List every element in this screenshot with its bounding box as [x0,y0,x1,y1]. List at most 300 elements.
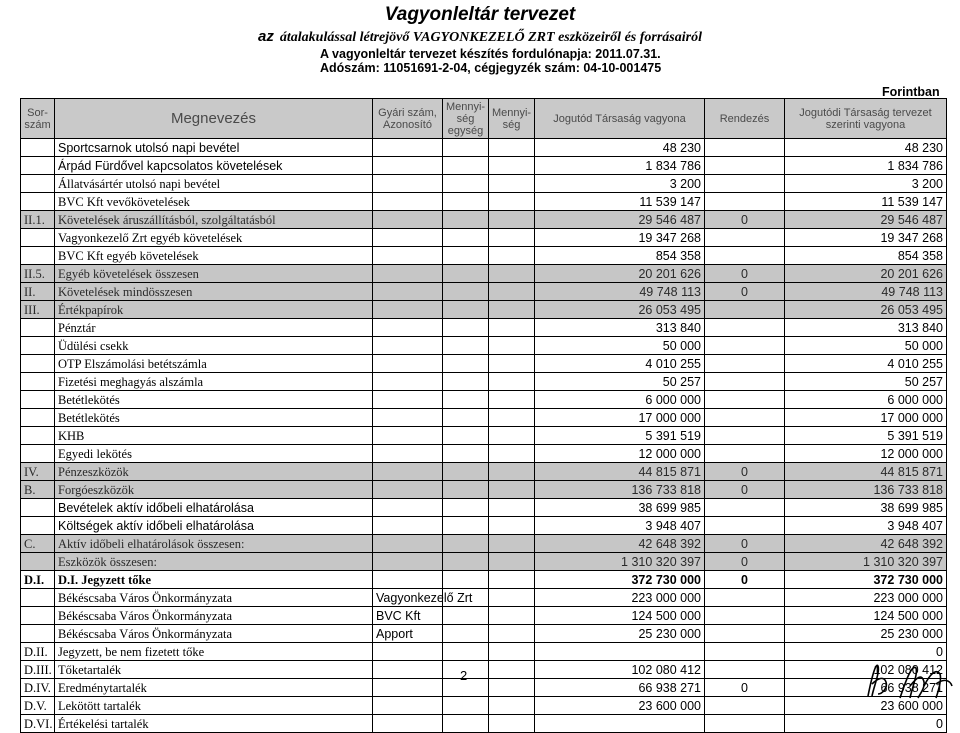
table-row [21,175,947,193]
row-tervezet-value: 4 010 255 [785,355,947,373]
table-row [21,553,947,571]
row-code [21,157,55,175]
row-rendezes: 0 [705,283,785,301]
row-rendezes [705,175,785,193]
row-unit [443,697,489,715]
table-row [21,283,947,301]
table-row [21,391,947,409]
row-identifier [373,643,443,661]
row-tervezet-value: 38 699 985 [785,499,947,517]
row-rendezes [705,607,785,625]
row-identifier [373,175,443,193]
row-rendezes [705,319,785,337]
row-unit [443,553,489,571]
row-tervezet-value: 50 257 [785,373,947,391]
row-quantity [489,571,535,589]
row-code [21,391,55,409]
table-row [21,211,947,229]
row-jogutod-value: 20 201 626 [535,265,705,283]
row-tervezet-value: 854 358 [785,247,947,265]
row-tervezet-value: 20 201 626 [785,265,947,283]
row-tervezet-value: 49 748 113 [785,283,947,301]
row-code: III. [21,301,55,319]
row-code [21,337,55,355]
table-row [21,427,947,445]
row-unit [443,643,489,661]
table-row [21,463,947,481]
row-unit [443,409,489,427]
row-rendezes [705,517,785,535]
row-identifier [373,157,443,175]
table-header-row [21,99,947,139]
row-quantity [489,211,535,229]
table-row [21,301,947,319]
table-row [21,139,947,157]
row-identifier [373,193,443,211]
table-row [21,247,947,265]
table-row [21,571,947,589]
row-rendezes [705,391,785,409]
row-code: D.VI. [21,715,55,733]
row-jogutod-value: 29 546 487 [535,211,705,229]
reference-date-line: A vagyonleltár tervezet készítés fordulónapja: 2011.07.31. [320,47,661,61]
row-jogutod-value: 124 500 000 [535,607,705,625]
table-row [21,229,947,247]
row-quantity [489,247,535,265]
row-identifier [373,319,443,337]
row-code: II.5. [21,265,55,283]
row-jogutod-value: 5 391 519 [535,427,705,445]
row-quantity [489,175,535,193]
row-unit [443,265,489,283]
row-tervezet-value: 5 391 519 [785,427,947,445]
row-unit [443,247,489,265]
table-row [21,319,947,337]
row-tervezet-value: 19 347 268 [785,229,947,247]
row-identifier: BVC Kft [373,607,443,625]
row-rendezes: 0 [705,265,785,283]
row-rendezes [705,409,785,427]
row-name: Forgóeszközök [55,481,373,499]
row-jogutod-value: 1 310 320 397 [535,553,705,571]
col-header-jogutod-vagyona: Jogutód Társaság vagyona [535,99,705,139]
row-name: Betétlekötés [55,391,373,409]
row-unit [443,175,489,193]
row-unit [443,319,489,337]
row-name: Egyéb követelések összesen [55,265,373,283]
row-quantity [489,283,535,301]
row-name: Sportcsarnok utolsó napi bevétel [55,139,373,157]
table-row [21,499,947,517]
row-tervezet-value: 0 [785,715,947,733]
row-name: Költségek aktív időbeli elhatárolása [55,517,373,535]
row-name: Üdülési csekk [55,337,373,355]
row-name: D.I. Jegyzett tőke [55,571,373,589]
table-row [21,157,947,175]
col-header-sor: Sor-szám [21,99,55,139]
row-rendezes [705,589,785,607]
row-code [21,139,55,157]
row-unit [443,337,489,355]
row-unit [443,157,489,175]
row-jogutod-value: 25 230 000 [535,625,705,643]
row-name: Tőketartalék [55,661,373,679]
row-identifier [373,265,443,283]
col-header-mennyiseg: Mennyi-ség [489,99,535,139]
row-name: Állatvásártér utolsó napi bevétel [55,175,373,193]
row-tervezet-value: 23 600 000 [785,697,947,715]
row-identifier [373,373,443,391]
row-identifier [373,679,443,697]
row-rendezes: 0 [705,211,785,229]
row-rendezes [705,499,785,517]
row-rendezes [705,445,785,463]
row-quantity [489,643,535,661]
row-identifier [373,247,443,265]
row-rendezes [705,157,785,175]
col-header-tervezet-vagyona: Jogutódi Társaság tervezet szerinti vagyona [785,99,947,139]
row-rendezes: 0 [705,571,785,589]
row-code [21,247,55,265]
row-identifier [373,553,443,571]
row-rendezes [705,229,785,247]
row-tervezet-value: 29 546 487 [785,211,947,229]
row-code [21,175,55,193]
row-quantity [489,463,535,481]
row-identifier [373,445,443,463]
row-name: Betétlekötés [55,409,373,427]
row-quantity [489,445,535,463]
row-rendezes [705,247,785,265]
row-jogutod-value: 44 815 871 [535,463,705,481]
row-jogutod-value: 23 600 000 [535,697,705,715]
row-quantity [489,319,535,337]
col-header-gyari-szam: Gyári szám, Azonosító [373,99,443,139]
row-unit [443,625,489,643]
row-unit [443,301,489,319]
row-identifier [373,391,443,409]
row-identifier [373,481,443,499]
row-rendezes [705,625,785,643]
row-code: C. [21,535,55,553]
row-quantity [489,697,535,715]
row-unit [443,463,489,481]
row-quantity [489,607,535,625]
row-unit [443,427,489,445]
row-quantity [489,517,535,535]
row-jogutod-value: 48 230 [535,139,705,157]
table-row [21,517,947,535]
row-quantity [489,589,535,607]
row-code [21,445,55,463]
row-identifier [373,409,443,427]
row-rendezes [705,697,785,715]
row-jogutod-value: 313 840 [535,319,705,337]
row-jogutod-value: 3 948 407 [535,517,705,535]
row-jogutod-value: 102 080 412 [535,661,705,679]
row-jogutod-value: 6 000 000 [535,391,705,409]
table-row [21,409,947,427]
row-jogutod-value: 4 010 255 [535,355,705,373]
row-identifier [373,697,443,715]
row-rendezes [705,715,785,733]
row-unit [443,607,489,625]
row-name: Bevételek aktív időbeli elhatárolása [55,499,373,517]
row-code [21,409,55,427]
row-jogutod-value [535,643,705,661]
row-tervezet-value: 17 000 000 [785,409,947,427]
subtitle-prefix: az [258,28,274,45]
row-rendezes: 0 [705,535,785,553]
table-row [21,589,947,607]
row-jogutod-value: 42 648 392 [535,535,705,553]
table-row [21,607,947,625]
row-identifier [373,517,443,535]
row-rendezes [705,355,785,373]
row-quantity [489,715,535,733]
row-quantity [489,553,535,571]
row-tervezet-value: 3 200 [785,175,947,193]
row-rendezes: 0 [705,679,785,697]
row-tervezet-value: 0 [785,643,947,661]
row-code [21,229,55,247]
row-name: Értékpapírok [55,301,373,319]
row-code [21,355,55,373]
row-code: B. [21,481,55,499]
row-identifier [373,463,443,481]
row-name: Árpád Fürdővel kapcsolatos követelések [55,157,373,175]
table-row [21,535,947,553]
row-code [21,589,55,607]
row-jogutod-value: 372 730 000 [535,571,705,589]
col-header-mennyiseg-egyseg: Mennyi-ség egység [443,99,489,139]
row-unit [443,229,489,247]
row-name: OTP Elszámolási betétszámla [55,355,373,373]
row-name: KHB [55,427,373,445]
row-jogutod-value: 38 699 985 [535,499,705,517]
currency-label: Forintban [882,85,940,99]
table-row [21,715,947,733]
row-rendezes [705,643,785,661]
row-unit [443,499,489,517]
row-code: IV. [21,463,55,481]
row-unit [443,571,489,589]
row-tervezet-value: 6 000 000 [785,391,947,409]
row-rendezes [705,193,785,211]
row-unit [443,283,489,301]
row-unit [443,715,489,733]
table-row [21,643,947,661]
row-jogutod-value: 19 347 268 [535,229,705,247]
row-name: Pénztár [55,319,373,337]
row-name: Egyedi lekötés [55,445,373,463]
row-rendezes: 0 [705,553,785,571]
row-tervezet-value: 1 310 320 397 [785,553,947,571]
row-quantity [489,355,535,373]
row-name: Lekötött tartalék [55,697,373,715]
row-unit [443,355,489,373]
row-identifier [373,283,443,301]
row-unit [443,445,489,463]
row-rendezes [705,427,785,445]
row-identifier [373,337,443,355]
table-row [21,193,947,211]
row-quantity [489,337,535,355]
row-quantity [489,391,535,409]
handwritten-signature-icon [862,656,958,702]
row-code [21,607,55,625]
row-jogutod-value: 66 938 271 [535,679,705,697]
row-quantity [489,139,535,157]
row-tervezet-value: 48 230 [785,139,947,157]
row-tervezet-value: 50 000 [785,337,947,355]
row-jogutod-value: 1 834 786 [535,157,705,175]
row-quantity [489,157,535,175]
row-unit [443,193,489,211]
row-tervezet-value: 25 230 000 [785,625,947,643]
row-tervezet-value: 136 733 818 [785,481,947,499]
row-unit [443,373,489,391]
row-jogutod-value: 49 748 113 [535,283,705,301]
row-jogutod-value: 50 257 [535,373,705,391]
row-rendezes [705,337,785,355]
row-unit [443,481,489,499]
row-name: Vagyonkezelő Zrt egyéb követelések [55,229,373,247]
row-code [21,553,55,571]
row-tervezet-value: 1 834 786 [785,157,947,175]
row-name: Békéscsaba Város Önkormányzata [55,589,373,607]
row-name: Aktív időbeli elhatárolások összesen: [55,535,373,553]
row-identifier [373,139,443,157]
row-unit [443,139,489,157]
row-jogutod-value: 17 000 000 [535,409,705,427]
row-identifier [373,535,443,553]
row-quantity [489,679,535,697]
row-unit [443,211,489,229]
row-name: Jegyzett, be nem fizetett tőke [55,643,373,661]
row-code [21,427,55,445]
row-quantity [489,625,535,643]
row-quantity [489,661,535,679]
row-code [21,499,55,517]
row-code [21,193,55,211]
row-name: Békéscsaba Város Önkormányzata [55,607,373,625]
table-row [21,661,947,679]
table-row [21,481,947,499]
row-code: D.III. [21,661,55,679]
row-name: Pénzeszközök [55,463,373,481]
row-name: Követelések mindösszesen [55,283,373,301]
row-name: Eredménytartalék [55,679,373,697]
table-row [21,265,947,283]
row-tervezet-value: 66 938 271 [785,679,947,697]
row-code [21,625,55,643]
row-quantity [489,229,535,247]
row-identifier: Apport [373,625,443,643]
row-tervezet-value: 12 000 000 [785,445,947,463]
document-title: Vagyonleltár tervezet [384,4,576,25]
row-name: Békéscsaba Város Önkormányzata [55,625,373,643]
subtitle-main: átalakulással létrejövő VAGYONKEZELŐ ZRT eszközeiről és forrásairól [279,30,702,45]
col-header-rendezes: Rendezés [705,99,785,139]
row-identifier [373,355,443,373]
table-row [21,445,947,463]
inventory-table [20,98,947,733]
row-name: BVC Kft vevőkövetelések [55,193,373,211]
row-rendezes: 0 [705,463,785,481]
row-unit [443,535,489,553]
row-identifier [373,301,443,319]
row-tervezet-value: 124 500 000 [785,607,947,625]
row-rendezes: 0 [705,481,785,499]
row-rendezes [705,373,785,391]
row-jogutod-value: 223 000 000 [535,589,705,607]
row-tervezet-value: 313 840 [785,319,947,337]
table-row [21,337,947,355]
table-row [21,679,947,697]
row-identifier: Vagyonkezelő Zrt [373,589,443,607]
row-tervezet-value: 3 948 407 [785,517,947,535]
table-row [21,373,947,391]
row-tervezet-value: 42 648 392 [785,535,947,553]
row-quantity [489,499,535,517]
row-tervezet-value: 372 730 000 [785,571,947,589]
row-quantity [489,373,535,391]
row-code [21,517,55,535]
row-quantity [489,481,535,499]
row-quantity [489,409,535,427]
row-code: D.V. [21,697,55,715]
row-identifier [373,571,443,589]
row-quantity [489,535,535,553]
col-header-megnevezes: Megnevezés [55,99,373,139]
row-quantity [489,193,535,211]
row-jogutod-value: 50 000 [535,337,705,355]
row-jogutod-value: 3 200 [535,175,705,193]
row-rendezes [705,301,785,319]
row-identifier [373,211,443,229]
row-jogutod-value: 854 358 [535,247,705,265]
row-identifier [373,715,443,733]
row-jogutod-value: 136 733 818 [535,481,705,499]
row-identifier [373,427,443,445]
table-row [21,697,947,715]
row-code [21,373,55,391]
row-name: Követelések áruszállításból, szolgáltatásból [55,211,373,229]
table-row [21,355,947,373]
row-quantity [489,265,535,283]
row-jogutod-value: 12 000 000 [535,445,705,463]
row-tervezet-value: 102 080 412 [785,661,947,679]
row-jogutod-value [535,715,705,733]
row-code: D.I. [21,571,55,589]
row-identifier [373,661,443,679]
row-code [21,319,55,337]
row-quantity [489,301,535,319]
row-quantity [489,427,535,445]
row-unit [443,517,489,535]
row-code: II. [21,283,55,301]
row-tervezet-value: 223 000 000 [785,589,947,607]
row-name: Fizetési meghagyás alszámla [55,373,373,391]
row-tervezet-value: 26 053 495 [785,301,947,319]
row-code: D.IV. [21,679,55,697]
table-row [21,625,947,643]
row-tervezet-value: 44 815 871 [785,463,947,481]
row-name: Értékelési tartalék [55,715,373,733]
document-subtitle [0,28,960,46]
row-tervezet-value: 11 539 147 [785,193,947,211]
